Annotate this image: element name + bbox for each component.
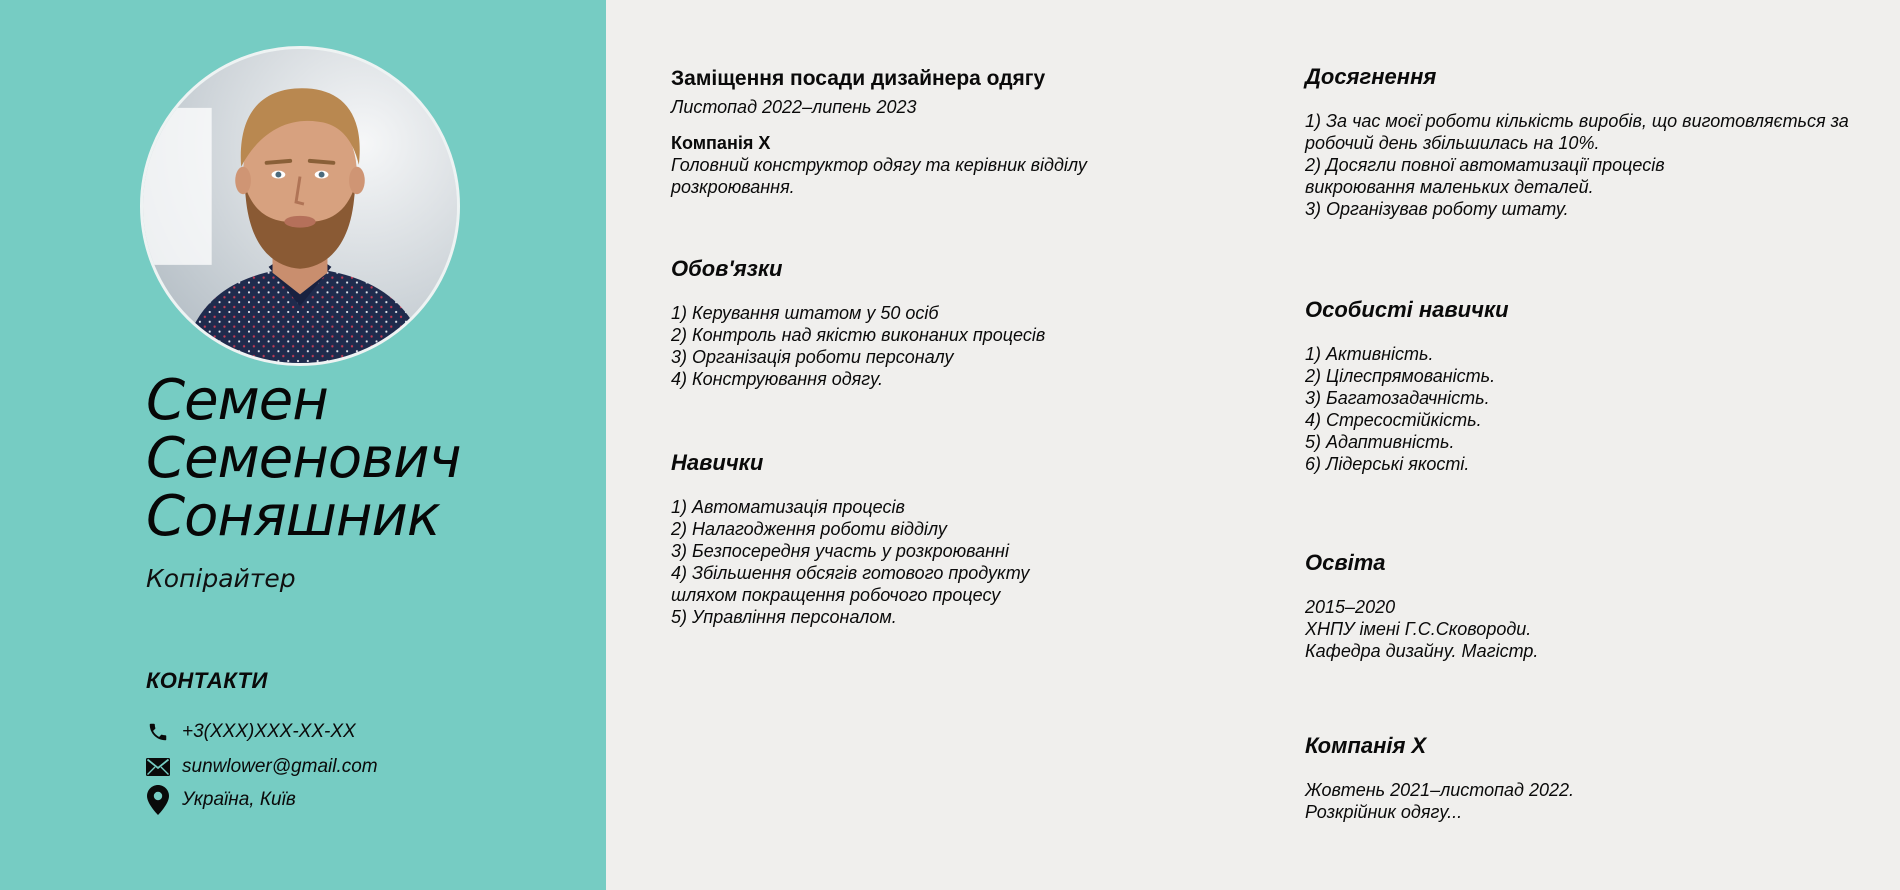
achievements-list bbox=[1305, 110, 1865, 220]
list-item: 4) Конструювання одягу. bbox=[671, 369, 883, 389]
list-item: 4) Збільшення обсягів готового продукту шляхом покращення робочого процесу bbox=[671, 563, 1030, 605]
personal-skills-section bbox=[1305, 297, 1865, 475]
job-role: Копірайтер bbox=[146, 564, 296, 593]
achievements-section bbox=[1305, 64, 1865, 220]
list-item: 2015–2020 bbox=[1305, 597, 1396, 617]
personal-skills-title: Особисті навички bbox=[1305, 297, 1509, 322]
previous-job-title: Компанія Х bbox=[1305, 733, 1427, 758]
list-item: 1) За час моєї роботи кількість виробів, що виготовляється за робочий день збільшилась на 10%. bbox=[1305, 111, 1849, 153]
location-text: Україна, Київ bbox=[182, 789, 296, 810]
contact-email[interactable] bbox=[146, 753, 378, 781]
map-pin-icon bbox=[146, 786, 170, 814]
skills-title: Навички bbox=[671, 450, 764, 475]
experience-company: Компанія Х bbox=[671, 133, 771, 153]
experience-section bbox=[671, 66, 1111, 198]
duties-section bbox=[671, 256, 1111, 390]
phone-number: +3(XXX)XXX-XX-XX bbox=[182, 721, 356, 742]
profile-photo bbox=[140, 46, 460, 366]
list-item: 1) Автоматизація процесів bbox=[671, 497, 905, 517]
list-item: 2) Цілеспрямованість. bbox=[1305, 366, 1496, 386]
first-name: Семен bbox=[146, 368, 328, 433]
list-item: 3) Організував роботу штату. bbox=[1305, 199, 1569, 219]
previous-job-list bbox=[1305, 779, 1865, 823]
full-name bbox=[146, 368, 461, 549]
list-item: Жовтень 2021–листопад 2022. bbox=[1305, 780, 1575, 800]
experience-title: Заміщення посади дизайнера одягу bbox=[671, 67, 1046, 90]
middle-name: Семенович bbox=[146, 426, 461, 491]
portrait-image bbox=[143, 49, 457, 363]
duties-title: Обов'язки bbox=[671, 256, 783, 281]
last-name: Соняшник bbox=[146, 484, 440, 549]
list-item: 5) Адаптивність. bbox=[1305, 432, 1455, 452]
achievements-title: Досягнення bbox=[1305, 64, 1437, 89]
list-item: 4) Стресостійкість. bbox=[1305, 410, 1482, 430]
envelope-icon bbox=[146, 753, 170, 781]
email-address: sunwlower@gmail.com bbox=[182, 756, 378, 777]
education-section bbox=[1305, 550, 1865, 662]
profile-sidebar bbox=[0, 0, 606, 890]
list-item: Кафедра дизайну. Магістр. bbox=[1305, 641, 1539, 661]
education-list bbox=[1305, 596, 1865, 662]
list-item: 2) Досягли повної автоматизації процесів викроювання маленьких деталей. bbox=[1305, 155, 1665, 197]
list-item: 3) Організація роботи персоналу bbox=[671, 347, 954, 367]
experience-description: Головний конструктор одягу та керівник відділу розкроювання. bbox=[671, 155, 1087, 197]
experience-period: Листопад 2022–липень 2023 bbox=[671, 97, 917, 117]
list-item: 5) Управління персоналом. bbox=[671, 607, 897, 627]
previous-job-section bbox=[1305, 733, 1865, 823]
list-item: ХНПУ імені Г.С.Сковороди. bbox=[1305, 619, 1532, 639]
education-title: Освіта bbox=[1305, 550, 1386, 575]
list-item: 1) Керування штатом у 50 осіб bbox=[671, 303, 939, 323]
personal-skills-list bbox=[1305, 343, 1865, 475]
contacts-heading: КОНТАКТИ bbox=[146, 668, 268, 693]
contact-location[interactable] bbox=[146, 786, 296, 814]
list-item: 3) Безпосередня участь у розкроюванні bbox=[671, 541, 1009, 561]
phone-icon bbox=[146, 718, 170, 746]
list-item: 1) Активність. bbox=[1305, 344, 1434, 364]
list-item: 3) Багатозадачність. bbox=[1305, 388, 1490, 408]
list-item: 2) Контроль над якістю виконаних процесів bbox=[671, 325, 1046, 345]
skills-list bbox=[671, 496, 1111, 628]
list-item: Розкрійник одягу... bbox=[1305, 802, 1463, 822]
list-item: 6) Лідерські якості. bbox=[1305, 454, 1470, 474]
skills-section bbox=[671, 450, 1111, 628]
duties-list bbox=[671, 302, 1111, 390]
contact-phone[interactable] bbox=[146, 718, 356, 746]
list-item: 2) Налагодження роботи відділу bbox=[671, 519, 947, 539]
